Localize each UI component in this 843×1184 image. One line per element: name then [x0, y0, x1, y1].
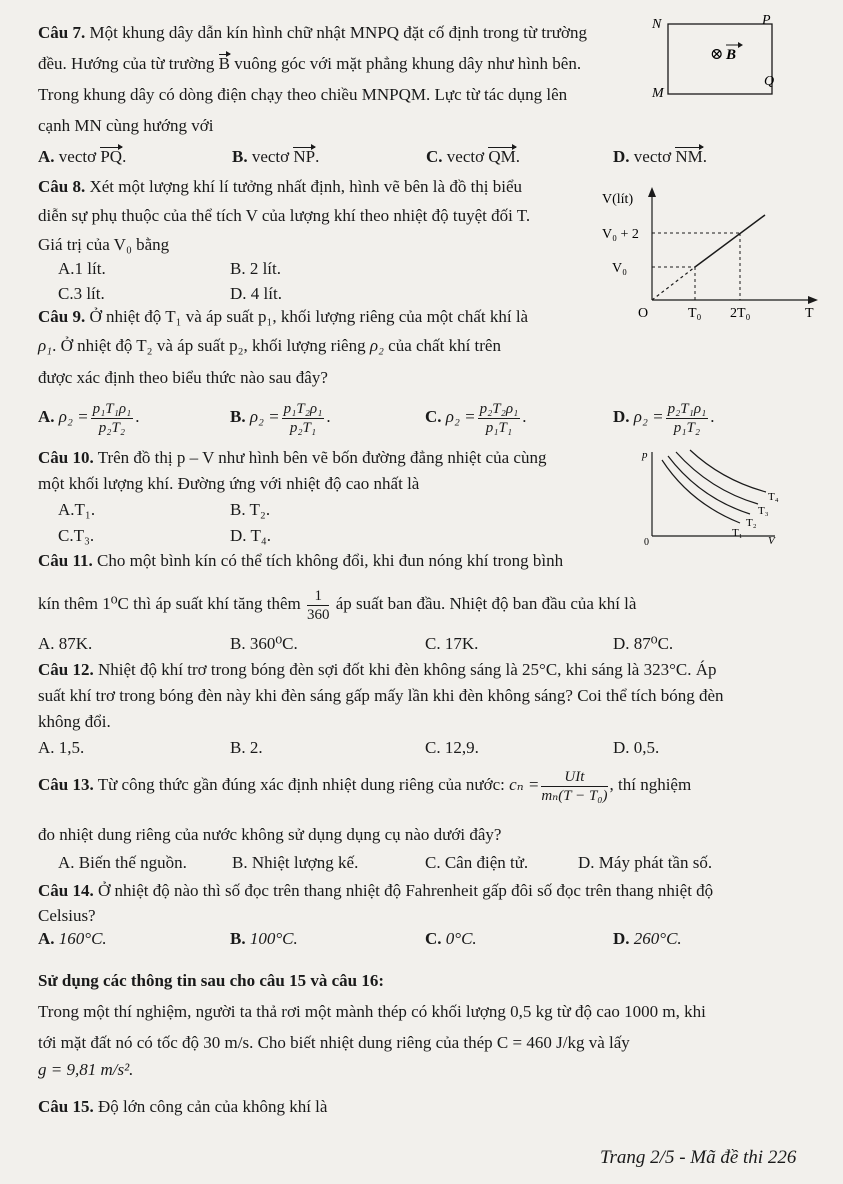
- q8-line3: Giá trị của V₀ bằng: [38, 235, 170, 254]
- q14-option-a: A. 160°C.: [38, 929, 107, 948]
- q10-line1: Câu 10. Trên đồ thị p – V như hình bên vẽ bốn đường đẳng nhiệt của cùng: [38, 448, 547, 467]
- q11-option-c: C. 17K.: [425, 634, 479, 653]
- q13-option-b: B. Nhiệt lượng kế.: [232, 853, 359, 872]
- y-tick-v0: V₀: [612, 261, 627, 276]
- y-tick-v0-plus-2: V₀ + 2: [602, 227, 639, 242]
- q10-option-c: C.T₃.: [58, 526, 95, 545]
- frame-label-m: M: [652, 86, 664, 101]
- label-t1: T₁: [732, 527, 743, 539]
- v-axis-arrow: [648, 187, 656, 197]
- q11-option-d: D. 87⁰C.: [613, 634, 674, 653]
- t-axis-arrow: [808, 296, 818, 304]
- label-t3: T₃: [758, 505, 769, 517]
- info-line3: g = 9,81 m/s².: [38, 1060, 134, 1079]
- isotherm-t1: [662, 460, 740, 523]
- q8-option-b: B. 2 lít.: [230, 259, 282, 278]
- q10-option-d: D. T₄.: [230, 526, 272, 545]
- q7-option-a: A. vectơ PQ.: [38, 147, 127, 166]
- q11-line1: Câu 11. Cho một bình kín có thể tích không đổi, khi đun nóng khí trong bình: [38, 551, 564, 570]
- q8-option-d: D. 4 lít.: [230, 284, 282, 303]
- q7-option-b: B. vectơ NP.: [232, 147, 320, 166]
- isotherm-t4: [690, 450, 766, 492]
- q14-line1: Câu 14. Ở nhiệt độ nào thì số đọc trên thang nhiệt độ Fahrenheit gấp đôi số đọc trên thang nhiệt độ: [38, 881, 714, 900]
- frame-label-q: Q: [764, 74, 775, 89]
- page-footer: Trang 2/5 - Mã đề thi 226: [600, 1147, 797, 1168]
- q12-option-b: B. 2.: [230, 738, 263, 757]
- q14-line2: Celsius?: [38, 906, 96, 925]
- q11-line2: kín thêm 1⁰C thì áp suất khí tăng thêm $\frac{1}{360}$ áp suất ban đầu. Nhiệt độ ban đầu của khí là: [38, 587, 637, 623]
- origin-label: 0: [644, 537, 649, 548]
- q12-option-c: C. 12,9.: [425, 738, 479, 757]
- q10-option-a: A.T₁.: [58, 500, 96, 519]
- vt-line: [695, 215, 765, 267]
- isotherm-t2: [668, 456, 750, 514]
- extrapolated-line: [652, 267, 695, 300]
- q7-option-c: C. vectơ QM.: [426, 147, 520, 166]
- q13-line1: Câu 13. Từ công thức gần đúng xác định nhiệt dung riêng của nước: cₙ = $\frac{\text{UIt}}{\text{mₙ(T − T₀)}}$ , thí nghiệm: [38, 768, 692, 804]
- x-tick-t0: T₀: [688, 306, 702, 320]
- q13-line2: đo nhiệt dung riêng của nước không sử dụng dụng cụ nào dưới đây?: [38, 825, 502, 844]
- label-t2: T₂: [746, 517, 757, 529]
- q9-option-b: B. ρ₂ = $\frac{\text{p₁T₂ρ₁}}{\text{p₂T₁}}$ .: [230, 400, 331, 436]
- q14-option-d: D. 260°C.: [613, 929, 682, 948]
- q15-line1: Câu 15. Độ lớn công cản của không khí là: [38, 1097, 328, 1116]
- q8-option-c: C.3 lít.: [58, 284, 105, 303]
- q8-line1: Câu 8. Xét một lượng khí lí tưởng nhất định, hình vẽ bên là đồ thị biểu: [38, 177, 523, 196]
- q12-line3: không đổi.: [38, 712, 111, 731]
- q10-option-b: B. T₂.: [230, 500, 271, 519]
- b-vector-arrowhead: [738, 42, 743, 48]
- q12-line1: Câu 12. Nhiệt độ khí trơ trong bóng đèn sợi đốt khi đèn không sáng là 25°C, khi sáng là 323°C. Áp: [38, 660, 717, 679]
- x-axis-label: T: [805, 306, 814, 320]
- q7-line3: Trong khung dây có dòng điện chạy theo chiều MNPQM. Lực từ tác dụng lên: [38, 85, 568, 104]
- q11-option-b: B. 360⁰C.: [230, 634, 298, 653]
- q8-line2: diễn sự phụ thuộc của thể tích V của lượng khí theo nhiệt độ tuyệt đối T.: [38, 206, 531, 225]
- q7-line2: đều. Hướng của từ trường B vuông góc với mặt phẳng khung dây như hình bên.: [38, 54, 582, 73]
- q13-option-c: C. Cân điện tử.: [425, 853, 529, 872]
- y-axis-label: V(lít): [602, 192, 634, 207]
- frame-label-n: N: [652, 17, 662, 32]
- info-heading: Sử dụng các thông tin sau cho câu 15 và câu 16:: [38, 971, 385, 990]
- label-t4: T₄: [768, 491, 779, 503]
- p-axis-label: p: [642, 449, 648, 461]
- q9-line1: Câu 9. Ở nhiệt độ T₁ và áp suất p₁, khối lượng riêng của một chất khí là: [38, 307, 529, 326]
- q12-option-d: D. 0,5.: [613, 738, 660, 757]
- origin-label: O: [638, 306, 649, 320]
- q14-option-b: B. 100°C.: [230, 929, 298, 948]
- x-tick-2t0: 2T₀: [730, 306, 751, 320]
- q7-option-d: D. vectơ NM.: [613, 147, 707, 166]
- q12-line2: suất khí trơ trong bóng đèn này khi đèn sáng gấp mấy lần khi đèn không sáng? Coi thể tích bóng đèn: [38, 686, 724, 705]
- q7-frame-figure: [650, 12, 790, 102]
- v-axis-label: V: [768, 535, 775, 547]
- q9-option-a: A. ρ₂ = $\frac{\text{p₁T₁ρ₁}}{\text{p₂T₂}}$ .: [38, 400, 140, 436]
- info-line1: Trong một thí nghiệm, người ta thả rơi một mành thép có khối lượng 0,5 kg từ độ cao 1000 m, khi: [38, 1002, 706, 1021]
- q9-option-d: D. ρ₂ = $\frac{\text{p₂T₁ρ₁}}{\text{p₁T₂}}$ .: [613, 400, 715, 436]
- q10-line2: một khối lượng khí. Đường ứng với nhiệt độ cao nhất là: [38, 474, 420, 493]
- q9-option-c: C. ρ₂ = $\frac{\text{p₂T₂ρ₁}}{\text{p₁T₁}}$ .: [425, 400, 527, 436]
- q7-line1: Câu 7. Một khung dây dẫn kín hình chữ nhật MNPQ đặt cố định trong từ trường: [38, 23, 587, 42]
- field-into-page-icon: ⊗: [710, 46, 724, 63]
- q11-option-a: A. 87K.: [38, 634, 93, 653]
- q7-line4: cạnh MN cùng hướng với: [38, 116, 214, 135]
- q13-option-a: A. Biến thế nguồn.: [58, 853, 187, 872]
- q13-option-d: D. Máy phát tần số.: [578, 853, 713, 872]
- q10-pv-graph: [640, 448, 790, 548]
- q8-option-a: A.1 lít.: [58, 259, 106, 278]
- frame-label-p: P: [762, 13, 771, 28]
- q9-line2: ρ₁. Ở nhiệt độ T₂ và áp suất p₂, khối lượng riêng ρ₂ của chất khí trên: [38, 336, 501, 355]
- q14-option-c: C. 0°C.: [425, 929, 477, 948]
- q12-option-a: A. 1,5.: [38, 738, 85, 757]
- field-b-label: B: [726, 47, 737, 63]
- q9-line3: được xác định theo biểu thức nào sau đây?: [38, 368, 328, 387]
- info-line2: tới mặt đất nó có tốc độ 30 m/s. Cho biết nhiệt dung riêng của thép C = 460 J/kg và lấy: [38, 1033, 630, 1052]
- q8-vt-graph: [600, 185, 825, 320]
